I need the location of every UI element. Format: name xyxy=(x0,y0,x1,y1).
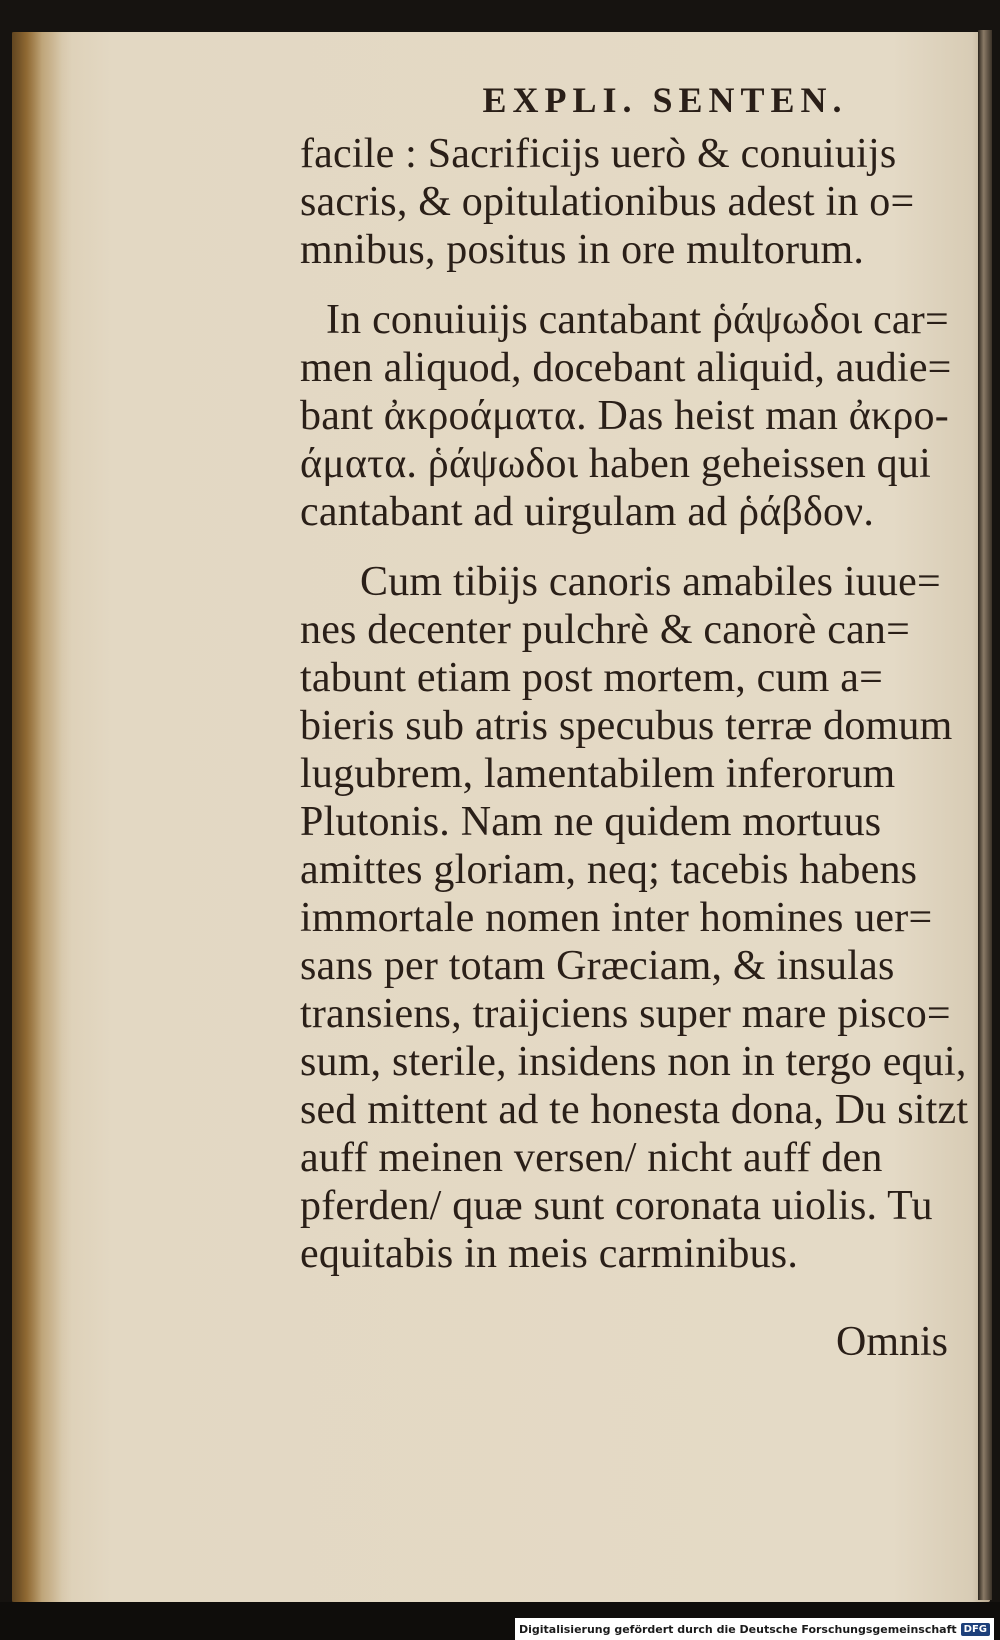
text-line: lugubrem, lamentabilem inferorum xyxy=(300,751,896,797)
text-line: sum, sterile, insidens non in tergo equi, xyxy=(300,1039,967,1085)
text-line: auff meinen versen/ nicht auff den xyxy=(300,1135,883,1181)
text-line: sacris, & opitulationibus adest in o= xyxy=(300,179,915,225)
text-line: sans per totam Græciam, & insulas xyxy=(300,943,895,989)
text-line: άματα. ῥάψωδοι haben geheissen qui xyxy=(300,441,931,487)
text-line: pferden/ quæ sunt coronata uiolis. Tu xyxy=(300,1183,933,1229)
text-line: Cum tibijs canoris amabiles iuue= xyxy=(360,559,941,605)
digitization-footer xyxy=(515,1618,994,1640)
paragraph-3 xyxy=(300,558,970,1278)
paragraph-1 xyxy=(300,130,970,274)
running-header: EXPLI. SENTEN. xyxy=(482,80,848,120)
text-line: bieris sub atris specubus terræ domum xyxy=(300,703,953,749)
paragraph-2 xyxy=(300,296,970,536)
text-line: cantabant ad uirgulam ad ῥάβδον. xyxy=(300,489,875,535)
text-line: transiens, traijciens super mare pisco= xyxy=(300,991,951,1037)
text-line: nes decenter pulchrè & canorè can= xyxy=(300,607,910,653)
text-line: mnibus, positus in ore multorum. xyxy=(300,227,865,273)
text-line: In conuiuijs cantabant ῥάψωδοι car= xyxy=(326,297,949,343)
text-line: bant ἀκροάματα. Das heist man ἀκρο- xyxy=(300,393,949,439)
gutter-shadow xyxy=(12,32,72,1602)
text-line: amittes gloriam, neq; tacebis habens xyxy=(300,847,918,893)
text-line: men aliquod, docebant aliquid, audie= xyxy=(300,345,952,391)
dfg-logo-icon: DFG xyxy=(961,1623,990,1636)
page-text xyxy=(300,70,970,1300)
text-line: facile : Sacrificijs uerò & conuiuijs xyxy=(300,131,897,177)
text-line: sed mittent ad te honesta dona, Du sitzt xyxy=(300,1087,969,1133)
catchword: Omnis xyxy=(835,1319,948,1365)
text-line: Plutonis. Nam ne quidem mortuus xyxy=(300,799,882,845)
funding-notice: Digitalisierung gefördert durch die Deutsche Forschungsgemeinschaft xyxy=(518,1622,957,1636)
text-line: immortale nomen inter homines uer= xyxy=(300,895,933,941)
page-edge xyxy=(978,30,992,1600)
text-line: tabunt etiam post mortem, cum a= xyxy=(300,655,883,701)
text-line: equitabis in meis carminibus. xyxy=(300,1231,799,1277)
